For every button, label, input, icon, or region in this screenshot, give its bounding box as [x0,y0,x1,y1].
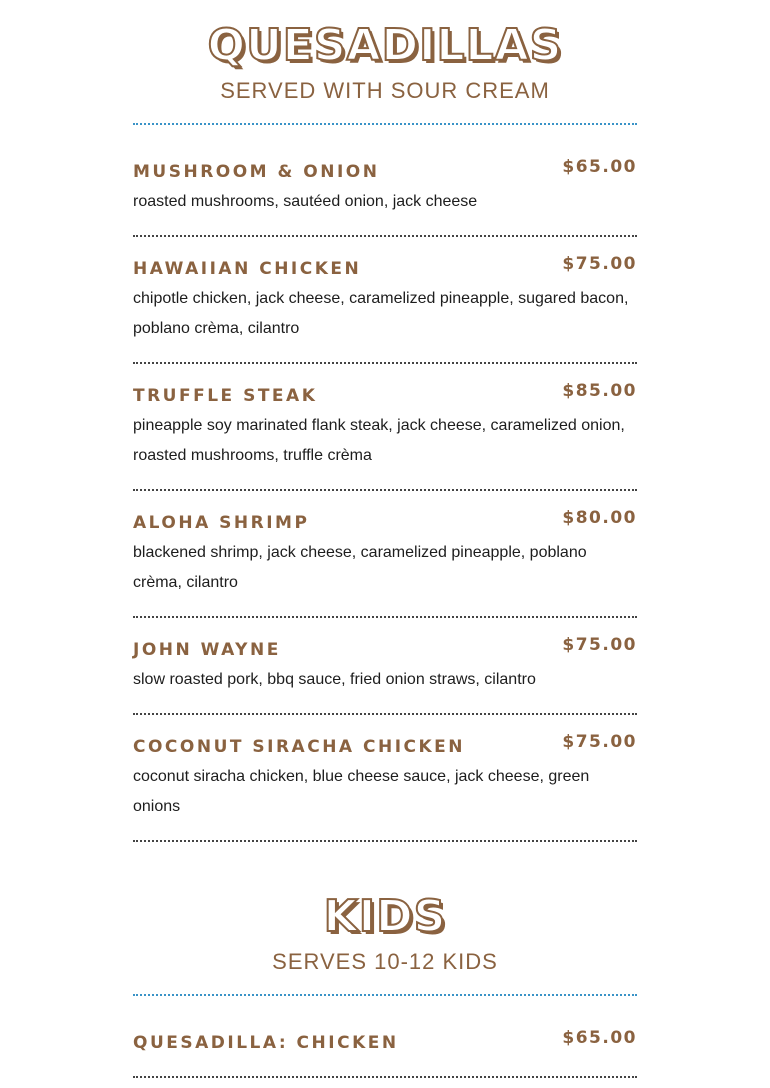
item-description: blackened shrimp, jack cheese, caramelized pineapple, poblano crèma, cilantro [133,544,587,591]
item-divider [133,1076,637,1078]
item-name: QUESADILLA: CHICKEN [133,1033,399,1053]
item-name: COCONUT SIRACHA CHICKEN [133,737,466,757]
item-description: slow roasted pork, bbq sauce, fried onion straws, cilantro [133,671,536,688]
item-divider [133,840,637,842]
item-name: HAWAIIAN CHICKEN [133,259,362,279]
item-price: $65.00 [562,1028,637,1048]
section-subtitle-quesadillas: SERVED WITH SOUR CREAM [220,78,550,103]
section-title-kids: KIDS [323,891,447,942]
item-price: $65.00 [562,157,637,177]
item-divider [133,489,637,491]
item-name: ALOHA SHRIMP [133,513,310,533]
item-description: roasted mushrooms, sautéed onion, jack cheese [133,193,478,210]
item-name: TRUFFLE STEAK [133,386,318,406]
item-price: $75.00 [562,254,637,274]
item-name: JOHN WAYNE [133,640,281,660]
item-price: $75.00 [562,732,637,752]
item-price: $85.00 [562,381,637,401]
item-price: $75.00 [562,635,637,655]
item-description: coconut siracha chicken, blue cheese sauce, jack cheese, green onions [133,768,590,815]
item-divider [133,713,637,715]
item-divider [133,235,637,237]
item-price: $80.00 [562,508,637,528]
section-divider [133,994,637,996]
item-divider [133,362,637,364]
item-description: chipotle chicken, jack cheese, caramelized pineapple, sugared bacon, poblano crèma, cilantro [133,290,629,337]
section-subtitle-kids: SERVES 10-12 KIDS [272,949,498,974]
item-description: pineapple soy marinated flank steak, jack cheese, caramelized onion, roasted mushrooms, truffle crèma [133,417,625,464]
item-divider [133,616,637,618]
item-name: MUSHROOM & ONION [133,162,380,182]
section-title-quesadillas: QUESADILLAS [207,20,563,71]
section-divider [133,123,637,125]
